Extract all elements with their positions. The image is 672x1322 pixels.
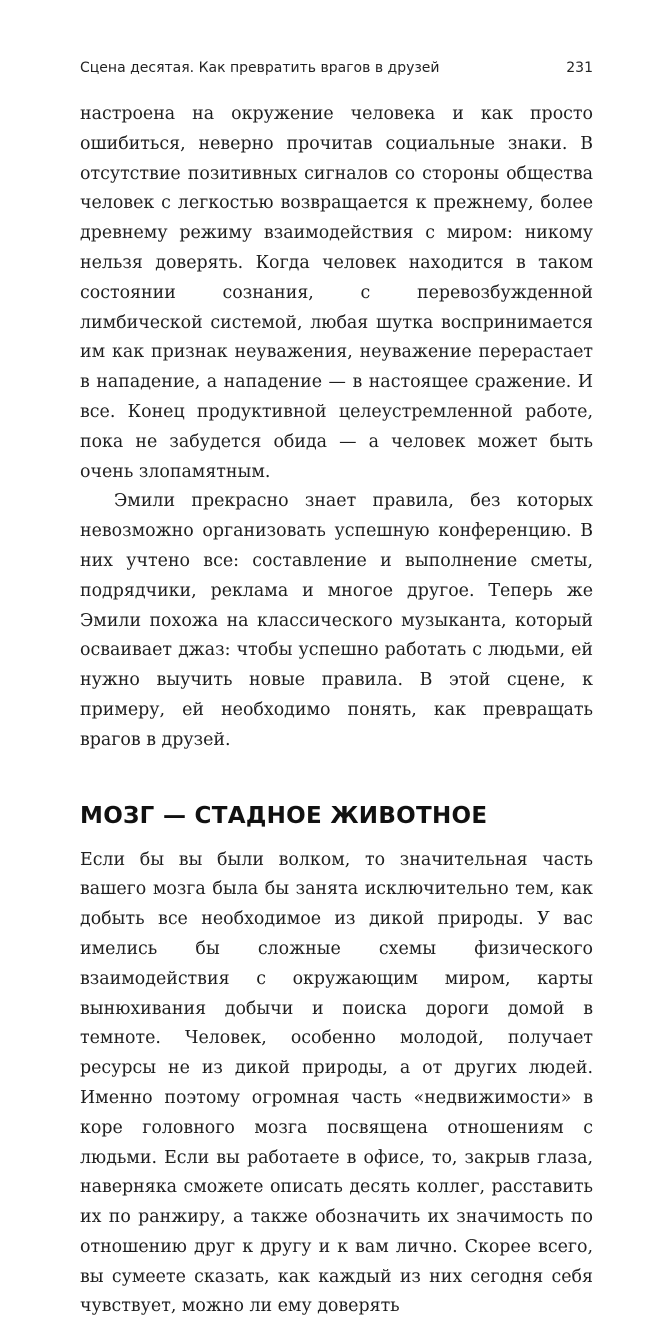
- section-heading: МОЗГ — СТАДНОЕ ЖИВОТНОЕ: [80, 802, 488, 829]
- paragraph-wolf: Если бы вы были волком, то значительная часть вашего мозга была бы занята исключительно тем, как добыть все необходимое из дикой природы. У вас имелись бы сложные схемы физического взаимодействия с окружающим миром, карты вынюхивания добычи и поиска дороги домой в темноте. Человек, особенно молодой, получает ресурсы не из дикой природы, а от других людей. Именно поэтому огромная часть «недвижимости» в коре головного мозга посвящена отношениям с людьми. Если вы работаете в офисе, то, закрыв глаза, наверняка сможете описать десять коллег, расставить их по ранжиру, а также обозначить их значимость по отношению друг к другу и к вам лично. Скорее всего, вы сумеете сказать, как каждый из них сегодня себя чувствует, можно ли ему доверять: [80, 849, 593, 1317]
- paragraph-continued: настроена на окружение человека и как просто ошибиться, неверно прочитав социальные знаки. В отсутствие позитивных сигналов со стороны общества человек с легкостью возвращается к прежнему, более древнему режиму взаимодействия с миром: никому нельзя доверять. Когда человек находится в таком состоянии сознания, с перевозбужденной лимбической системой, любая шутка воспринимается им как признак неуважения, неуважение перерастает в нападение, а нападение — в настоящее сражение. И все. Конец продуктивной целеустремленной работе, пока не забудется обида — а человек может быть очень злопамятным.: [80, 104, 593, 482]
- chapter-title: Сцена десятая. Как превратить врагов в друзей: [80, 60, 440, 76]
- running-header: [80, 59, 593, 77]
- paragraph-emily: Эмили прекрасно знает правила, без которых невозможно организовать успешную конференцию. В них учтено все: составление и выполнение сметы, подрядчики, реклама и многое другое. Теперь же Эмили похожа на классического музыканта, который осваивает джаз: чтобы успешно работать с людьми, ей нужно выучить новые правила. В этой сцене, к примеру, ей необходимо понять, как превращать врагов в друзей.: [80, 491, 593, 750]
- page-body: [80, 100, 593, 1322]
- page-number: 231: [566, 60, 593, 76]
